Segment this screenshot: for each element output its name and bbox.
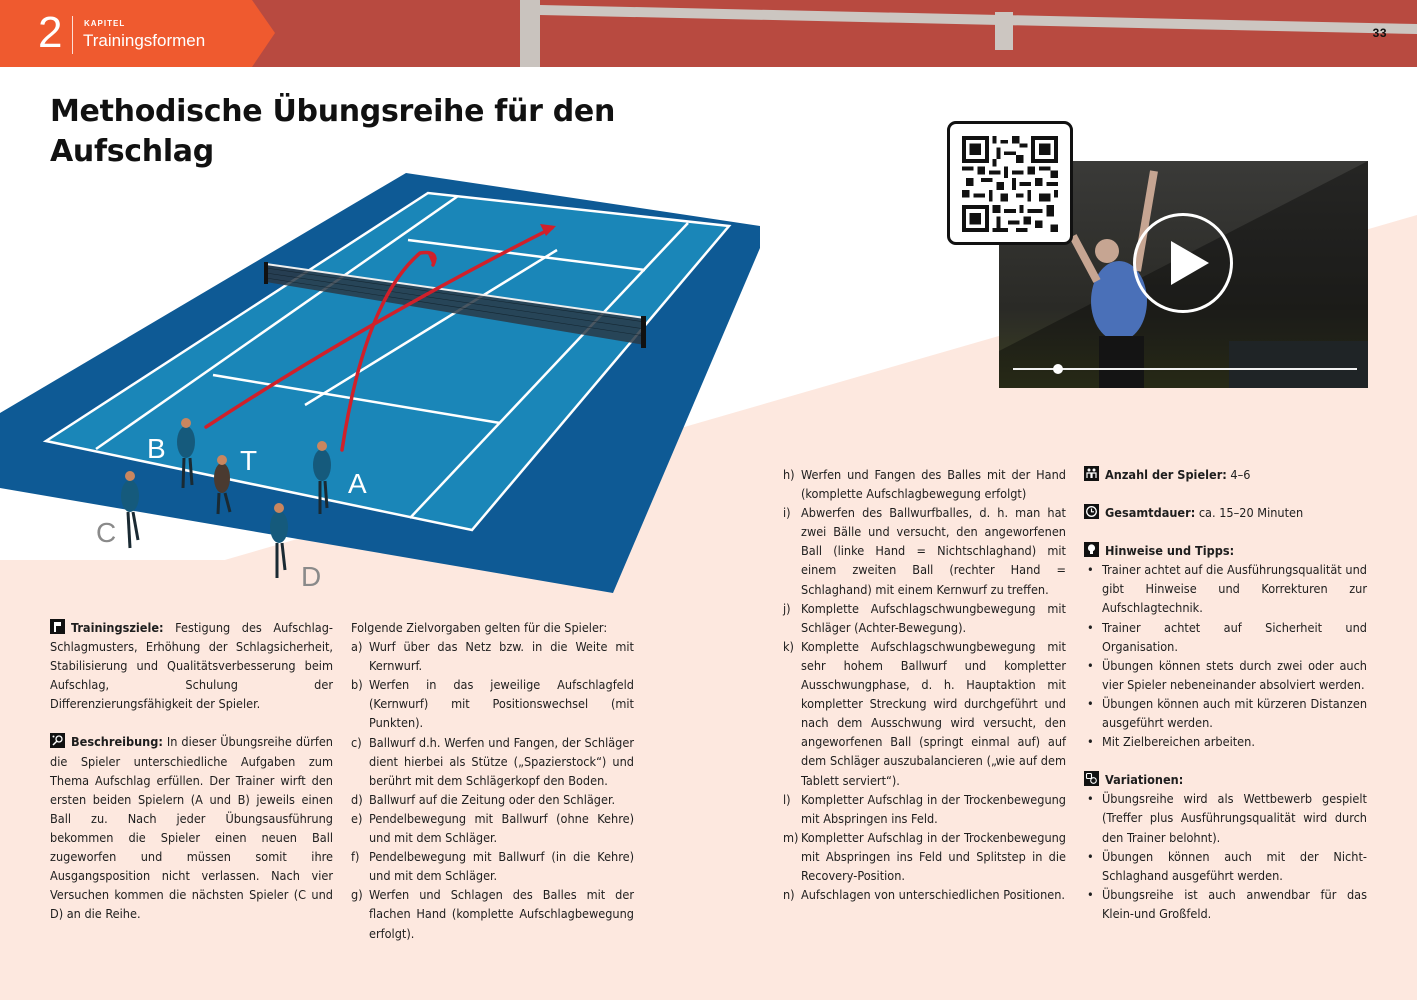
- list-item: • Mit Zielbereichen arbeiten.: [1087, 734, 1255, 750]
- player-count: [1084, 465, 1367, 484]
- player-label-a: A: [348, 468, 367, 499]
- objectives-list-continued: [783, 465, 1066, 904]
- list-item: n) Aufschlagen von unterschiedlichen Positionen.: [783, 887, 1066, 903]
- chapter-divider: [72, 16, 73, 54]
- list-item: m) Kompletter Aufschlag in der Trockenbewegung mit Abspringen ins Feld und Splitstep in die Recovery-Position.: [783, 829, 1066, 883]
- chapter-title: Trainingsformen: [83, 31, 206, 50]
- play-icon: [1136, 216, 1230, 310]
- list-item: h) Werfen und Fangen des Balles mit der Hand (komplette Aufschlagbewegung erfolgt): [783, 467, 1066, 502]
- duration-value: ca. 15–20 Minuten: [1195, 505, 1304, 521]
- list-item: • Trainer achtet auf Sicherheit und Organisation.: [1087, 619, 1367, 654]
- list-item: e) Pendelbewegung mit Ballwurf (ohne Kehre) und mit dem Schläger.: [351, 810, 634, 846]
- chapter-header: [0, 0, 1417, 67]
- description-label: Beschreibung:: [71, 734, 163, 750]
- list-item: g) Werfen und Schlagen des Balles mit der flachen Hand (komplette Aufschlagbewegung erfolgt).: [351, 887, 634, 941]
- page-number: 33: [1372, 26, 1387, 40]
- list-item: i) Abwerfen des Ballwurfballes, d. h. man hat zwei Bälle und versucht, den angeworfenen Ball (linke Hand = Nichtschlaghand) mit einem zweiten Ball (rechter Hand = Schlaghand) mit einem Kernwurf zu treffen.: [783, 505, 1066, 597]
- description-text: In dieser Übungsreihe dürfen die Spieler unterschiedliche Aufgaben zum Thema Aufschlag erfüllen. Der Trainer wirft den ersten beiden Spielern (A und B) jeweils einen Ball zu. Nach jeder Übungsausführung bekommen die Spieler einen neuen Ball zugeworfen und müssen somit ihre Ausgangsposition nicht verlassen. Nach vier Versuchen kommen die nächsten Spieler (C und D) an die Reihe.: [50, 734, 333, 922]
- list-item: • Übungen können auch mit kürzeren Distanzen ausgeführt werden.: [1087, 695, 1367, 731]
- tips-label: Hinweise und Tipps:: [1105, 543, 1235, 559]
- player-count-label: Anzahl der Spieler:: [1105, 467, 1227, 482]
- objectives-list: [351, 637, 634, 943]
- lightbulb-icon: [1084, 542, 1099, 557]
- player-count-value: 4–6: [1226, 467, 1251, 482]
- column-organisation: [1084, 465, 1367, 923]
- player-label-c: C: [96, 517, 117, 548]
- tennis-court-illustration: [0, 170, 760, 610]
- racket-icon: [50, 733, 65, 748]
- tips-heading: [1084, 541, 1367, 560]
- list-item: b) Werfen in das jeweilige Aufschlagfeld (Kernwurf) mit Positionswechsel (mit Punkten).: [351, 677, 634, 731]
- variations-icon: [1084, 771, 1099, 786]
- description: [50, 732, 333, 923]
- list-item: j) Komplette Aufschlagschwungbewegung mit Schläger (Achter-Bewegung).: [783, 600, 1066, 635]
- objectives-intro: Folgende Zielvorgaben gelten für die Spieler:: [351, 620, 608, 635]
- list-item: f) Pendelbewegung mit Ballwurf (in die Kehre) und mit dem Schläger.: [351, 849, 634, 884]
- list-item: a) Wurf über das Netz bzw. in die Weite mit Kernwurf.: [351, 639, 634, 674]
- page-title-line2: Aufschlag: [50, 134, 214, 169]
- duration: [1084, 503, 1367, 522]
- column-goals-description: [50, 618, 333, 923]
- list-item: • Übungen können auch mit der Nicht-Schlaghand ausgeführt werden.: [1087, 848, 1367, 883]
- column-objectives-a-g: [351, 618, 634, 943]
- column-objectives-h-n: [783, 465, 1066, 904]
- play-button[interactable]: [1133, 213, 1233, 313]
- duration-label: Gesamtdauer:: [1105, 505, 1196, 521]
- chapter-number: 2: [38, 8, 63, 57]
- chapter-kicker: KAPITEL: [84, 19, 126, 28]
- tips-list: [1084, 560, 1367, 751]
- list-item: • Übungsreihe wird als Wettbewerb gespielt (Treffer plus Ausführungsqualität wird durch den Trainer belohnt).: [1087, 791, 1367, 845]
- variations-heading: [1084, 770, 1367, 789]
- list-item: k) Komplette Aufschlagschwungbewegung mit sehr hohem Ballwurf und kompletter Ausschwungphase, d. h. Hauptaktion mit kompletter Streckung wird durchgeführt und nach dem Ausschwung wird versucht, den angeworfenen Ball (springt einmal auf) auf dem Schläger auszubalancieren („wie auf dem Tablett serviert“).: [783, 638, 1066, 788]
- list-item: c) Ballwurf d.h. Werfen und Fangen, der Schläger dient hierbei als Stütze („Spazierstock“) und berührt mit dem Schlägerkopf den Boden.: [351, 734, 634, 788]
- qr-code-card[interactable]: [947, 121, 1073, 245]
- players-icon: [1084, 466, 1099, 481]
- training-goals-text: Festigung des Aufschlag-Schlagmusters, Erhöhung der Schlagsicherheit, Stabilisierung und Qualitätsverbesserung beim Aufschlag, Schulung der Differenzierungsfähigkeit der Spieler.: [50, 620, 333, 712]
- player-label-d: D: [301, 561, 322, 592]
- training-goals-label: Trainingsziele:: [71, 620, 164, 635]
- video-progress-handle[interactable]: [1053, 364, 1063, 374]
- list-item: • Übungen können stets durch zwei oder auch vier Spieler nebeneinander absolviert werden.: [1087, 657, 1367, 692]
- flag-icon: [50, 619, 65, 634]
- clock-icon: [1084, 504, 1099, 519]
- page-title: [50, 92, 650, 172]
- list-item: • Übungsreihe ist auch anwendbar für das Klein-und Großfeld.: [1087, 886, 1367, 921]
- variations-label: Variationen:: [1105, 772, 1184, 788]
- training-goals: [50, 618, 333, 713]
- qr-code-icon: [962, 136, 1058, 232]
- page-title-line1: Methodische Übungsreihe für den: [50, 94, 616, 129]
- trainer-label-t: T: [240, 445, 258, 476]
- list-item: d) Ballwurf auf die Zeitung oder den Schläger.: [351, 791, 616, 807]
- player-label-b: B: [147, 433, 166, 464]
- list-item: l) Kompletter Aufschlag in der Trockenbewegung mit Abspringen ins Feld.: [783, 791, 1066, 826]
- variations-list: [1084, 789, 1367, 923]
- list-item: • Trainer achtet auf die Ausführungsqualität und gibt Hinweise und Korrekturen zur Aufschlagtechnik.: [1087, 562, 1367, 616]
